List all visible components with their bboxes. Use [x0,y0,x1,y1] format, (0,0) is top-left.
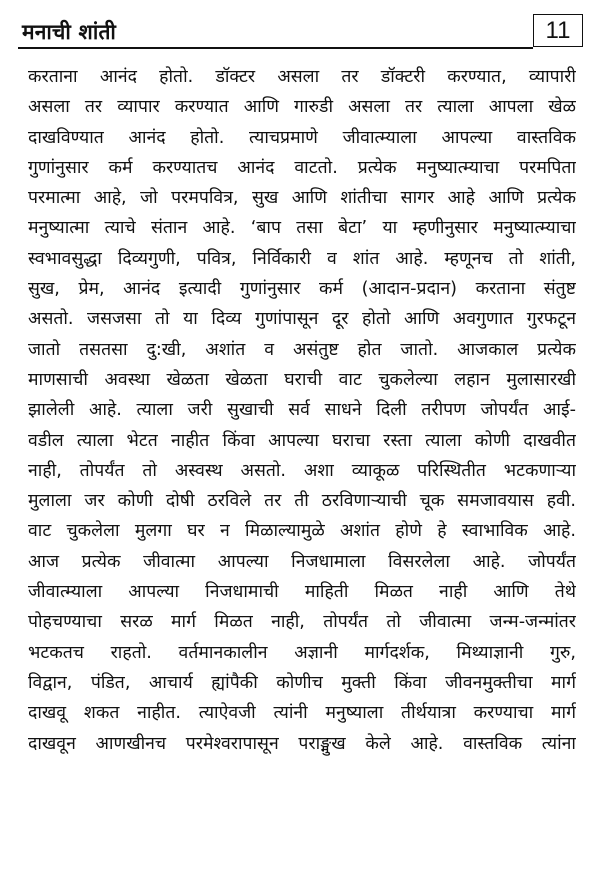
text-line: भटकतच राहतो. वर्तमानकालीन अज्ञानी मार्गदर्शक, मिथ्याज्ञानी गुरु, [28,642,576,663]
page-number: 11 [533,14,583,47]
header-rule [18,47,533,49]
text-line: दाखवू शकत नाहीत. त्याऐवजी त्यांनी मनुष्याला तीर्थयात्रा करण्याचा मार्ग [28,703,576,724]
text-line: वडील त्याला भेटत नाहीत किंवा आपल्या घराचा रस्ता त्याला कोणी दाखवीत [28,430,576,451]
text-line: जातो तसतसा दु:खी, अशांत व असंतुष्ट होत जातो. आजकाल प्रत्येक [28,339,576,360]
text-line: मुलाला जर कोणी दोषी ठरविले तर ती ठरविणाऱ्याची चूक समजावयास हवी. [28,491,576,512]
text-line: दाखवून आणखीनच परमेश्वरापासून पराङ्मुख केले आहे. वास्तविक त्यांना [28,733,576,754]
page-header [18,14,583,50]
body-text [28,62,576,759]
text-line: झालेली आहे. त्याला जरी सुखाची सर्व साधने दिली तरीपण जोपर्यंत आई- [28,400,576,421]
text-line: माणसाची अवस्था खेळता खेळता घराची वाट चुकलेल्या लहान मुलासारखी [28,369,576,390]
running-title: मनाची शांती [22,20,117,44]
text-line: दाखविण्यात आनंद होतो. त्याचप्रमाणे जीवात्म्याला आपल्या वास्तविक [28,127,576,148]
text-line: करताना आनंद होतो. डॉक्टर असला तर डॉक्टरी करण्यात, व्यापारी [28,67,576,87]
text-line: परमात्मा आहे, जो परमपवित्र, सुख आणि शांतीचा सागर आहे आणि प्रत्येक [28,188,576,209]
text-line: असतो. जसजसा तो या दिव्य गुणांपासून दूर होतो आणि अवगुणात गुरफटून [28,309,576,330]
text-line: नाही, तोपर्यंत तो अस्वस्थ असतो. अशा व्याकूळ परिस्थितीत भटकणाऱ्या [28,460,576,481]
text-line: स्वभावसुद्धा दिव्यगुणी, पवित्र, निर्विकारी व शांत आहे. म्हणूनच तो शांती, [28,248,576,269]
text-line: पोहचण्याचा सरळ मार्ग मिळत नाही, तोपर्यंत तो जीवात्मा जन्म-जन्मांतर [28,612,576,633]
text-line: वाट चुकलेला मुलगा घर न मिळाल्यामुळे अशांत होणे हे स्वाभाविक आहे. [28,521,576,542]
text-line: जीवात्म्याला आपल्या निजधामाची माहिती मिळत नाही आणि तेथे [28,582,576,603]
text-line: मनुष्यात्मा त्याचे संतान आहे. ‘बाप तसा बेटा’ या म्हणीनुसार मनुष्यात्म्याचा [28,218,576,239]
text-line: गुणांनुसार कर्म करण्यातच आनंद वाटतो. प्रत्येक मनुष्यात्म्याचा परमपिता [28,157,576,178]
text-line: विद्वान, पंडित, आचार्य ह्यांपैकी कोणीच मुक्ती किंवा जीवनमुक्तीचा मार्ग [28,672,576,693]
text-line: असला तर व्यापार करण्यात आणि गारुडी असला तर त्याला आपला खेळ [28,97,576,118]
text-line: आज प्रत्येक जीवात्मा आपल्या निजधामाला विसरलेला आहे. जोपर्यंत [28,551,576,572]
text-line: सुख, प्रेम, आनंद इत्यादी गुणांनुसार कर्म (आदान-प्रदान) करताना संतुष्ट [28,279,576,300]
